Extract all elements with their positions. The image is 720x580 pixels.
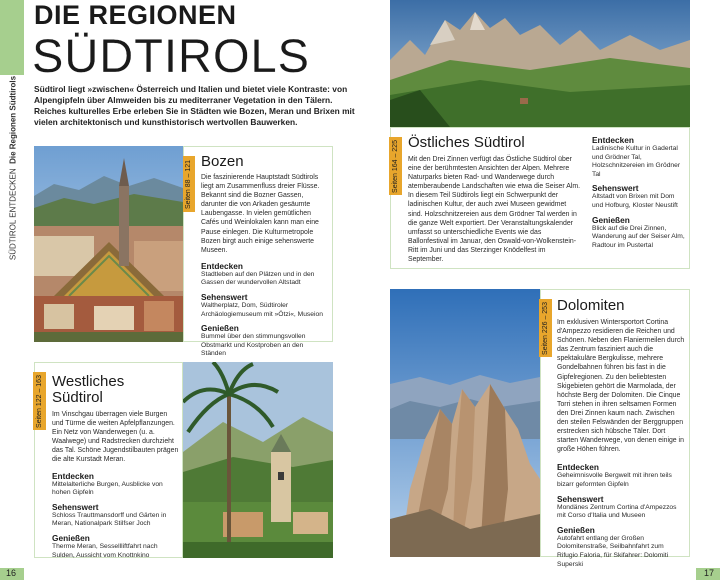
page-title-line1: DIE REGIONEN [34, 0, 237, 30]
bozen-geniessen-heading: Genießen [201, 323, 239, 334]
dolomiten-entdecken-heading: Entdecken [557, 462, 599, 473]
west-entdecken-text: Mittelalterliche Burgen, Ausblicke von hohen Gipfeln [52, 480, 163, 497]
running-head [4, 75, 22, 261]
bozen-entdecken-text: Stadtleben auf den Plätzen und in den Gassen der wundervollen Altstadt [201, 270, 315, 287]
dolomiten-heading: Dolomiten [557, 297, 625, 314]
dolomiten-page-tag: Seiten 226 – 253 [539, 299, 552, 357]
intro-text: Südtirol liegt »zwischen« Österreich und Italien und bietet viele Kontraste: von Alpengipfeln über Almweiden bis zu mediterraner Vegetation in den Tälern. Reiches kulturelles Erbe erleben Sie in Städten wie Bozen, Meran und Brixen mit vielen architektonisch und kunsthistorisch wertvollen Bauwerken. [34, 84, 355, 127]
section-tab [0, 0, 24, 75]
ost-page-tag: Seiten 164 – 225 [389, 137, 402, 195]
ost-sehenswert-text: Altstadt von Brixen mit Dom und Hofburg, Kloster Neustift [592, 193, 678, 209]
bozen-heading: Bozen [201, 153, 244, 170]
page-title-line2: SÜDTIROLS [32, 29, 310, 82]
west-sehenswert-heading: Sehenswert [52, 501, 99, 512]
west-heading-line2: Südtirol [52, 389, 103, 406]
ost-geniessen-heading: Genießen [592, 214, 630, 225]
ost-entdecken-text: Ladinische Kultur in Gadertal und Grödner Tal, Holzschnitzereien im Grödner Tal [592, 145, 681, 178]
bozen-photo [34, 146, 183, 342]
running-head-section: SÜDTIROL ENTDECKEN [8, 168, 18, 261]
ost-heading: Östliches Südtirol [408, 134, 525, 151]
dolomiten-sehenswert-text: Mondänes Zentrum Cortina d'Ampezzos mit Corso d'Italia und Museen [557, 503, 677, 520]
right-page [360, 0, 720, 580]
dolomiten-geniessen-text: Autofahrt entlang der Großen Dolomitenstraße, Seilbahnfahrt zum Rifugio Faloria, für Skifahrer: Dolomiti Superski [557, 534, 669, 568]
west-page-tag: Seiten 122 – 163 [33, 372, 46, 430]
west-entdecken-heading: Entdecken [52, 470, 94, 481]
bozen-geniessen-text: Bummel über den stimmungsvollen Obstmarkt und Kostproben an den Ständen [201, 333, 306, 358]
bozen-entdecken-heading: Entdecken [201, 260, 243, 271]
west-photo [183, 362, 333, 558]
dolomiten-text: Im exklusiven Wintersportort Cortina d'Ampezzo residieren die Reichen und Schönen. Neben den Flaniermeilen durch das Zentrum fasziniert auch die spektakuläre Bergkulisse, mehrere Gondelbahnen führen bis fast in die Gipfelregionen. Zu den beliebtesten Skigebieten gehört die Marmolada, der höchste Berg der Dolomiten. Die Cinque Torri stehen in ihren seltsamen Formen den Drei Zinnen kaum nach. Zwischen den steilen Felswänden der Berggruppen erstrecken sich hübsche Täler. Dort starten Wanderwege, von denen einige in große Höhen führen. [557, 319, 685, 454]
page-number-right: 17 [703, 568, 714, 578]
dolomiten-photo [390, 289, 540, 557]
west-text: Im Vinschgau überragen viele Burgen und Türme die weiten Apfelpflanzungen. Ein Netz von Wanderwegen (u. a. Waalwege) und Radstrecken durchzieht das Tal. Schöne Jugendstilbauten prägen die alte Kurstadt Meran. [52, 411, 179, 464]
ost-geniessen-text: Blick auf die Drei Zinnen, Wanderung auf der Seiser Alm, Radtour im Pustertal [592, 224, 685, 249]
ost-text: Mit den Drei Zinnen verfügt das Östliche Südtirol über eine der berühmtesten Ansichten der Alpen. Mehrere Naturparks bieten Rad- und Wanderwege durch atemberaubende Landschaften wie etwa die Seiser Alm. In diesem Teil Südtirols liegt ein Schwerpunkt der ladinischen Kultur, der auch zwei Museen gewidmet sind. Holzschnitzereien aus dem Grödner Tal werden in die ganze Welt exportiert. Der Veranstaltungskalender umfasst so unterschiedliche Events wie das Ballonfestival im Januar, den Oswald-von-Wolkenstein-Ritt im Juni und das Sterzinger Knödelfest im September. [408, 156, 580, 264]
dolomiten-sehenswert-heading: Sehenswert [557, 493, 604, 504]
ost-photo [390, 0, 690, 127]
running-head-chapter: Die Regionen Südtirols [8, 75, 18, 164]
bozen-text: Die faszinierende Hauptstadt Südtirols liegt am Zusammenfluss dreier Flüsse. Bekannt sind die Bozner Gassen, darunter die von Arkaden gesäumte Laubengasse. In vielen gemütlichen Cafés und Weinlokalen kann man eine Pause einlegen. Die Kulturmetropole Bozen birgt auch einige sehenswerte Museen. [201, 174, 320, 254]
west-geniessen-heading: Genießen [52, 532, 90, 543]
dolomiten-geniessen-heading: Genießen [557, 524, 595, 535]
bozen-sehenswert-text: Waltherplatz, Dom, Südtiroler Archäologiemuseum mit »Ötzi«, Museion [201, 302, 323, 318]
west-sehenswert-text: Schloss Trauttmansdorff und Gärten in Meran, Nationalpark Stilfser Joch [52, 511, 167, 528]
west-heading-line1: Westliches [52, 373, 125, 390]
bozen-page-tag: Seiten 88 – 121 [182, 156, 195, 212]
ost-entdecken-heading: Entdecken [592, 135, 634, 145]
ost-sehenswert-heading: Sehenswert [592, 183, 639, 194]
dolomiten-entdecken-text: Geheimnisvolle Bergwelt mit ihren teils bizarr geformten Gipfeln [557, 472, 672, 488]
west-geniessen-text: Therme Meran, Sessellliftfahrt nach Sulden, Aussicht vom Knottnkino [52, 542, 158, 559]
page-number-left: 16 [6, 568, 17, 578]
bozen-sehenswert-heading: Sehenswert [201, 292, 248, 303]
